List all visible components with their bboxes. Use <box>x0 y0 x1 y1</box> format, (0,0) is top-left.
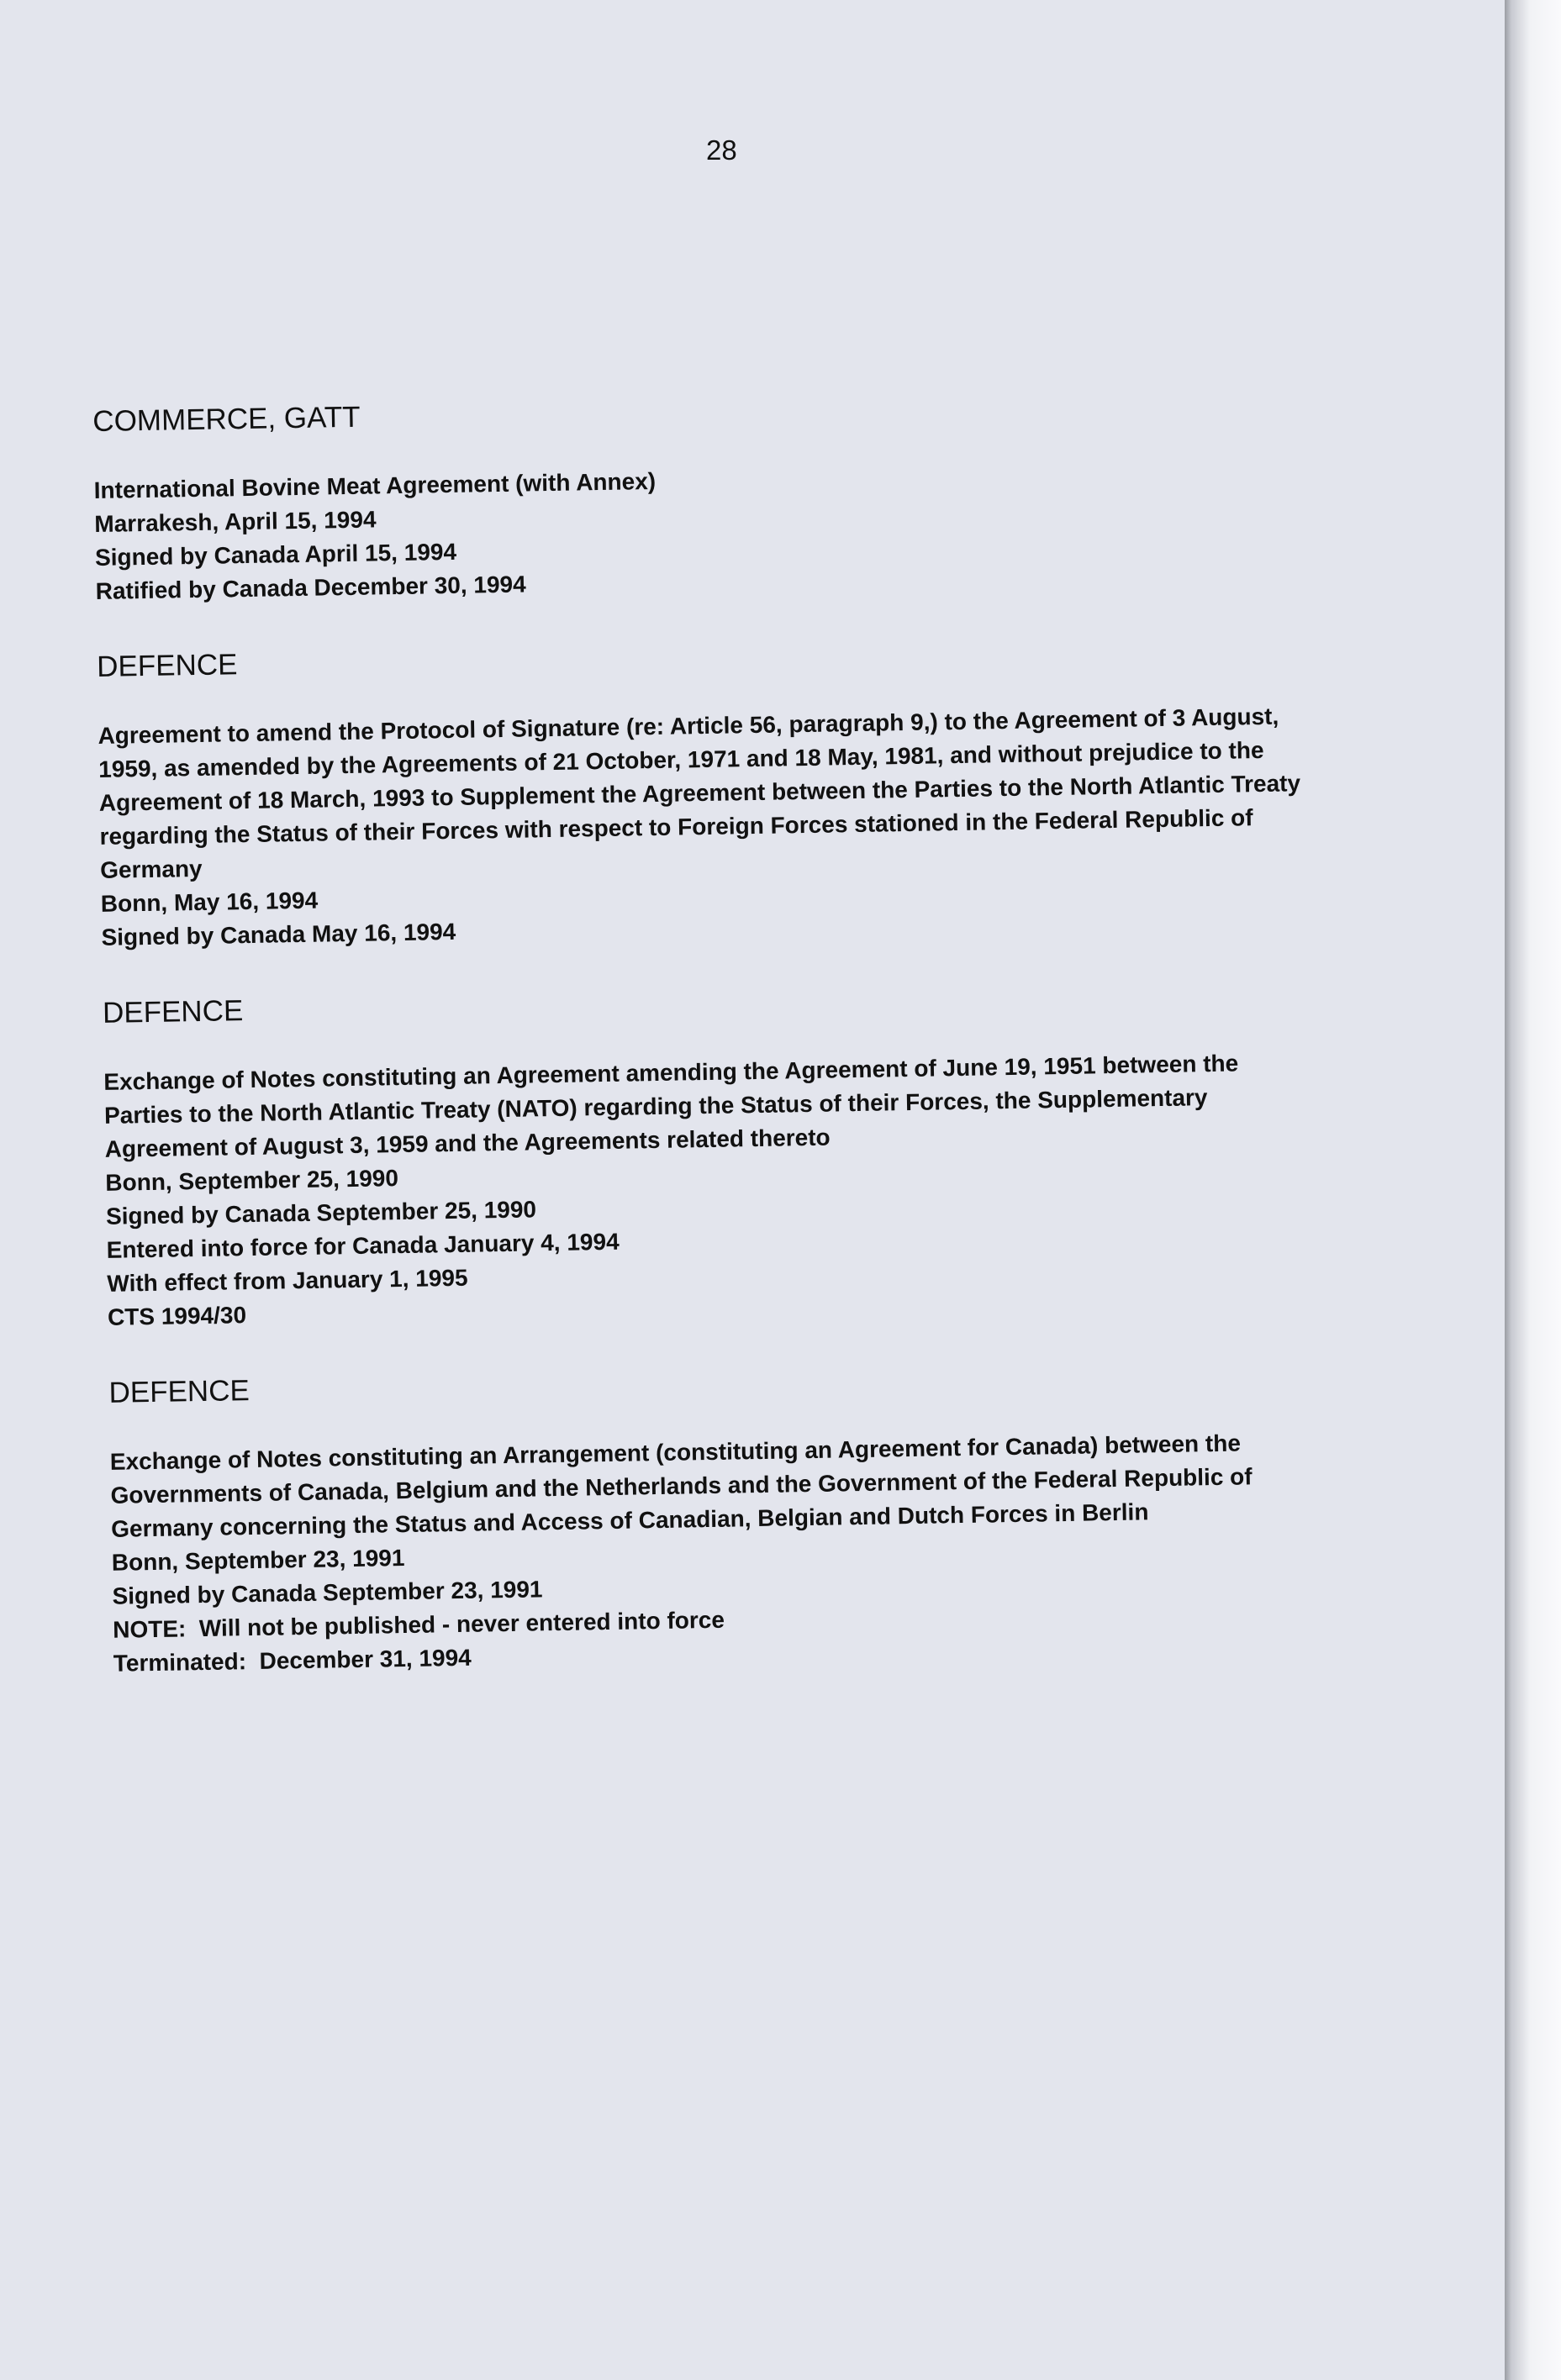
section-heading: DEFENCE <box>108 1374 250 1409</box>
treaty-detail: Ratified by Canada December 30, 1994 <box>95 571 526 604</box>
treaty-detail: Signed by Canada September 23, 1991 <box>112 1576 543 1609</box>
treaty-entry <box>97 628 1346 954</box>
treaty-detail: Bonn, September 25, 1990 <box>105 1165 399 1196</box>
treaty-detail: With effect from January 1, 1995 <box>107 1264 468 1297</box>
treaty-detail: NOTE: Will not be published - never entered into force <box>112 1606 725 1643</box>
treaty-entry <box>92 382 1340 608</box>
section-heading: DEFENCE <box>102 994 244 1029</box>
treaty-detail: Signed by Canada May 16, 1994 <box>101 918 456 950</box>
page-number: 28 <box>706 134 737 166</box>
treaty-detail: Terminated: December 31, 1994 <box>113 1644 472 1677</box>
treaty-title: Exchange of Notes constituting an Agreement amending the Agreement of June 19, 1951 between the Parties to the North Atlantic Treaty (NATO) regarding the Status of their Forces, the Supplementary Agreement of August 3, 1959 and the Agreements related thereto <box>103 1050 1239 1162</box>
treaty-title: Agreement to amend the Protocol of Signature (re: Article 56, paragraph 9,) to the Agreement of 3 August, 1959, as amended by the Agreements of 21 October, 1971 and 18 May, 1981, and without prejudice to the Agreement of 18 March, 1993 to Supplement the Agreement between the Parties to the North Atlantic Treaty regarding the Status of their Forces with respect to Foreign Forces stationed in the Federal Republic of Germany <box>98 703 1301 883</box>
treaty-detail: Bonn, September 23, 1991 <box>111 1545 405 1576</box>
treaty-detail: Entered into force for Canada January 4, 1994 <box>106 1228 620 1263</box>
page-edge-shadow <box>1505 0 1561 2380</box>
treaty-detail: CTS 1994/30 <box>107 1302 247 1330</box>
treaty-detail: Bonn, May 16, 1994 <box>100 887 319 917</box>
treaty-detail: Marrakesh, April 15, 1994 <box>94 506 377 537</box>
treaty-entry <box>108 1354 1358 1680</box>
treaty-entry <box>103 974 1352 1334</box>
section-heading: COMMERCE, GATT <box>92 400 361 438</box>
treaty-title: Exchange of Notes constituting an Arrangement (constituting an Agreement for Canada) between the Governments of Canada, Belgium and the Netherlands and the Government of the Federal Republic of Germany concerning the Status and Access of Canadian, Belgian and Dutch Forces in Berlin <box>109 1430 1252 1542</box>
treaty-detail: Signed by Canada April 15, 1994 <box>94 538 457 571</box>
treaty-title: International Bovine Meat Agreement (with Annex) <box>93 467 657 503</box>
treaty-list <box>92 382 1358 1720</box>
section-heading: DEFENCE <box>96 648 238 683</box>
treaty-detail: Signed by Canada September 25, 1990 <box>105 1196 537 1229</box>
